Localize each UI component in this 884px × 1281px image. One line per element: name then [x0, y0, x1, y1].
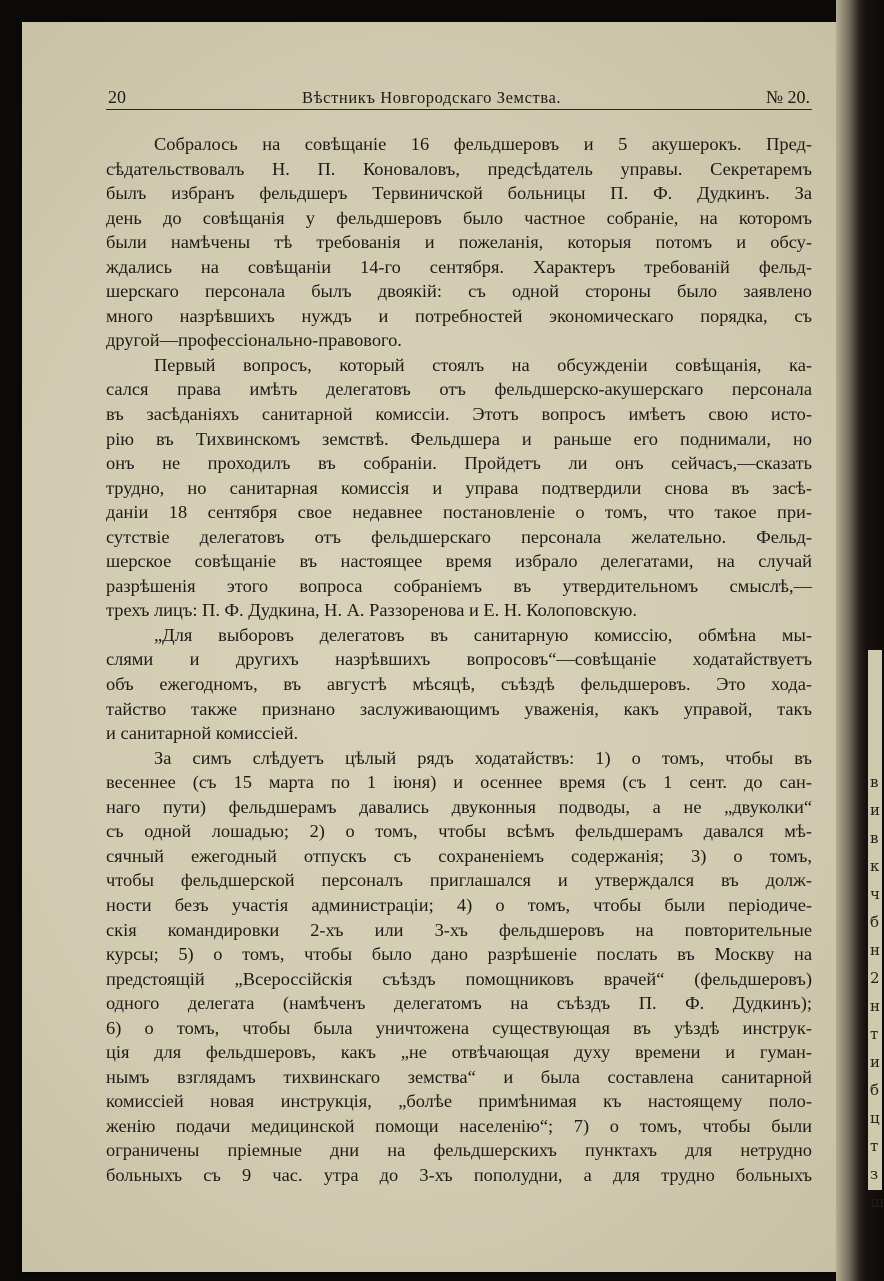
text-line: „Для выборовъ делегатовъ въ санитарную комиссію, обмѣна мы-	[154, 624, 812, 645]
text-line: 6) о томъ, чтобы была уничтожена существующая въ уѣздѣ инструк-	[106, 1017, 812, 1038]
text-line: весеннее (съ 15 марта по 1 іюня) и осеннее время (съ 1 сент. до сан-	[106, 772, 812, 793]
text-line: одного делегата (намѣченъ делегатомъ на съѣздъ П. Ф. Дудкинъ);	[106, 993, 812, 1014]
adjacent-page-glyph: в	[870, 829, 879, 847]
text-line: сѣдательствовалъ Н. П. Коноваловъ, предсѣдатель управы. Секретаремъ	[106, 158, 812, 179]
text-line: шерскаго персонала былъ двоякій: съ одной стороны было заявлено	[106, 281, 812, 302]
text-line: трудно, но санитарная комиссія и управа подтвердили снова въ засѣ-	[106, 477, 812, 498]
text-line: Собралось на совѣщаніе 16 фельдшеровъ и 5 акушерокъ. Пред-	[154, 134, 812, 154]
adjacent-page-glyph: ц	[870, 1109, 880, 1127]
adjacent-page-glyph: б	[870, 1081, 880, 1099]
text-line: больныхъ съ 9 час. утра до 3-хъ пополудни, а для трудно больныхъ	[106, 1164, 812, 1185]
article-body	[106, 132, 812, 1188]
text-line: тайство также признано заслуживающимъ уваженія, какъ управой, такъ	[106, 698, 812, 719]
adjacent-page-glyph: н	[870, 941, 880, 959]
text-line: былъ избранъ фельдшеръ Тервиничской больницы П. Ф. Дудкинъ. За	[106, 183, 812, 204]
adjacent-page-glyph: н	[870, 997, 880, 1015]
text-line: ція для фельдшеровъ, какъ „не отвѣчающая духу времени и гуман-	[106, 1042, 812, 1063]
text-line: и санитарной комиссіей.	[106, 723, 299, 744]
text-line: комиссіей новая инструкція, „болѣе примѣнимая къ настоящему поло-	[106, 1091, 812, 1112]
adjacent-page-edge	[868, 650, 884, 1211]
text-line: ности безъ участія администраціи; 4) о томъ, чтобы были періодиче-	[106, 894, 812, 915]
text-line: трехъ лицъ: П. Ф. Дудкина, Н. А. Раззоренова и Е. Н. Колоповскую.	[106, 600, 637, 621]
text-line: женію подачи медицинской помощи населенію“; 7) о томъ, чтобы были	[106, 1115, 812, 1136]
issue-number: № 20.	[765, 87, 810, 107]
text-line: объ ежегодномъ, въ августѣ мѣсяцѣ, съѣздѣ фельдшеровъ. Это хода-	[106, 674, 812, 695]
text-line: нымъ взглядамъ тихвинскаго земства“ и была составлена санитарной	[106, 1066, 812, 1087]
text-line: разрѣшенія этого вопроса собраніемъ въ утвердительномъ смыслѣ,—	[106, 575, 812, 596]
text-line: много назрѣвшихъ нуждъ и потребностей экономическаго порядка, съ	[106, 305, 812, 326]
adjacent-page-glyph: т	[870, 1137, 879, 1155]
adjacent-page-glyph: и	[870, 1053, 880, 1071]
text-line: даніи 18 сентября свое недавнее постановленіе о томъ, что такое при-	[106, 502, 812, 523]
adjacent-page-glyph: и	[870, 801, 880, 819]
text-line: съ одной лошадью; 2) о томъ, чтобы всѣмъ фельдшерамъ давался мѣ-	[106, 821, 812, 842]
running-header	[106, 85, 812, 110]
text-line: ждались на совѣщаніи 14-го сентября. Характеръ требованій фельд-	[106, 256, 812, 277]
adjacent-page-glyph: в	[870, 773, 879, 791]
adjacent-page-glyph: б	[870, 913, 880, 931]
text-line: предстоящій „Всероссійскія съѣздъ помощниковъ врачей“ (фельдшеровъ)	[106, 968, 812, 989]
journal-title: Вѣстникъ Новгородскаго Земства.	[302, 88, 562, 107]
text-line: рію въ Тихвинскомъ земствѣ. Фельдшера и раньше его поднимали, но	[106, 428, 812, 449]
adjacent-page-glyph: ч	[870, 885, 880, 903]
adjacent-page-glyph: к	[870, 857, 880, 875]
adjacent-page-glyph: з	[870, 1165, 879, 1183]
text-line: сался права имѣть делегатовъ отъ фельдшерско-акушерскаго персонала	[106, 379, 812, 400]
text-line: ограничены пріемные дни на фельдшерскихъ пунктахъ для нетрудно	[106, 1140, 812, 1161]
text-line: въ засѣданіяхъ санитарной комиссіи. Этотъ вопросъ имѣетъ свою исто-	[106, 404, 812, 425]
text-line: курсы; 5) о томъ, чтобы было дано разрѣшеніе послать въ Москву на	[106, 944, 812, 965]
adjacent-page-text	[870, 768, 882, 1216]
text-line: За симъ слѣдуетъ цѣлый рядъ ходатайствъ: 1) о томъ, чтобы въ	[154, 747, 812, 768]
adjacent-page-glyph: т	[870, 1025, 879, 1043]
text-line: сутствіе делегатовъ отъ фельдшерскаго персонала желательно. Фельд-	[106, 526, 812, 547]
text-line: слями и другихъ назрѣвшихъ вопросовъ“—совѣщаніе ходатайствуетъ	[106, 649, 812, 670]
text-line: скія командировки 2-хъ или 3-хъ фельдшеровъ на повторительные	[106, 919, 812, 940]
text-line: день до совѣщанія у фельдшеровъ было частное собраніе, на которомъ	[106, 207, 812, 228]
text-line: наго пути) фельдшерамъ давались двуконныя подводы, а не „двуколки“	[106, 796, 812, 817]
text-line: сячный ежегодный отпускъ съ сохраненіемъ содержанія; 3) о томъ,	[106, 845, 812, 866]
text-line: онъ не проходилъ въ собраніи. Пройдетъ ли онъ сейчасъ,—сказать	[106, 453, 812, 474]
text-line: были намѣчены тѣ требованія и пожеланія, которыя потомъ и обсу-	[106, 232, 812, 253]
page-number: 20	[108, 87, 126, 107]
text-line: чтобы фельдшерской персоналъ приглашался и утверждался въ долж-	[106, 870, 812, 891]
adjacent-page-glyph: 2	[870, 969, 880, 987]
adjacent-page-glyph: ш	[870, 1193, 884, 1211]
text-line: другой—профессіонально-правового.	[106, 330, 402, 351]
text-line: шерское совѣщаніе въ настоящее время избрало делегатами, на случай	[106, 551, 812, 572]
text-line: Первый вопросъ, который стоялъ на обсужденіи совѣщанія, ка-	[154, 354, 812, 375]
